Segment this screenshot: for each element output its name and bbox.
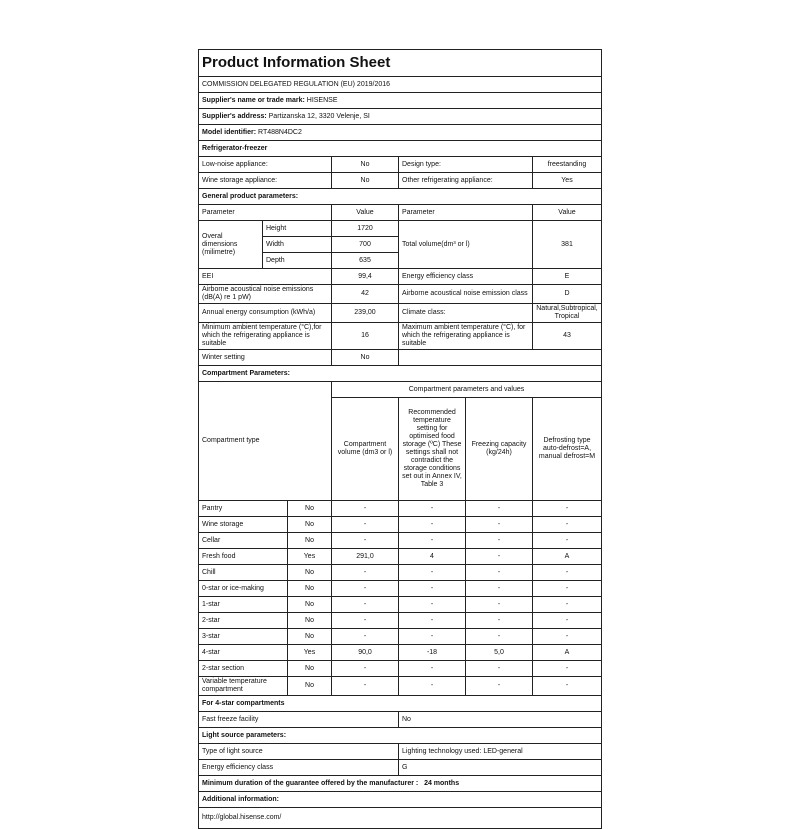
compartment-name: Wine storage — [199, 517, 288, 533]
general-heading: General product parameters: — [199, 189, 602, 205]
compartment-volume: - — [332, 661, 399, 677]
compartment-defrost: - — [533, 565, 602, 581]
compartment-defrost: - — [533, 597, 602, 613]
compartment-name: Cellar — [199, 533, 288, 549]
compartment-freeze: - — [466, 661, 533, 677]
compartment-freeze: - — [466, 517, 533, 533]
param-header-right: Parameter — [399, 205, 533, 221]
compartment-defrost: - — [533, 629, 602, 645]
compartment-defrost: - — [533, 613, 602, 629]
depth-value: 635 — [332, 253, 399, 269]
design-type-value: freestanding — [533, 157, 602, 173]
compartment-present: No — [288, 629, 332, 645]
compartment-row — [199, 629, 602, 645]
guarantee: Minimum duration of the guarantee offered by the manufacturer : 24 months — [199, 776, 602, 792]
fast-freeze-value: No — [399, 712, 602, 728]
sheet-title: Product Information Sheet — [199, 50, 602, 77]
supplier-address: Partizanska 12, 3320 Velenje, SI — [268, 112, 370, 120]
noise-class-value: D — [533, 285, 602, 304]
energy-class-label: Energy efficiency class — [399, 269, 533, 285]
climate-class-value: Natural,Subtropical,Tropical — [533, 304, 602, 323]
compartment-freeze: - — [466, 597, 533, 613]
supplier-name-row — [199, 93, 602, 109]
compartment-row — [199, 565, 602, 581]
compartment-freeze: - — [466, 501, 533, 517]
compartment-defrost: - — [533, 517, 602, 533]
compartment-temp: 4 — [399, 549, 466, 565]
compartment-row — [199, 645, 602, 661]
website-link[interactable]: http://global.hisense.com/ — [199, 808, 602, 829]
category: Refrigerator-freezer — [199, 141, 602, 157]
compartment-temp: - — [399, 581, 466, 597]
compartment-defrost: - — [533, 677, 602, 696]
compartment-defrost: - — [533, 581, 602, 597]
compartment-temp: - — [399, 517, 466, 533]
annual-energy-value: 239,00 — [332, 304, 399, 323]
compartment-row — [199, 597, 602, 613]
compartment-row — [199, 661, 602, 677]
min-temp-label: Minimum ambient temperature (°C),for which the refrigerating appliance is suitable — [199, 323, 332, 350]
compartment-present: Yes — [288, 549, 332, 565]
supplier-address-row — [199, 109, 602, 125]
eei-label: EEI — [199, 269, 332, 285]
compartment-temp: - — [399, 677, 466, 696]
compartment-volume: - — [332, 613, 399, 629]
compartment-freeze: - — [466, 533, 533, 549]
max-temp-value: 43 — [533, 323, 602, 350]
compartment-volume: - — [332, 565, 399, 581]
depth-label: Depth — [263, 253, 332, 269]
compartment-present: No — [288, 597, 332, 613]
compartment-freeze: - — [466, 565, 533, 581]
min-temp-value: 16 — [332, 323, 399, 350]
compartment-present: No — [288, 501, 332, 517]
model-row — [199, 125, 602, 141]
compartment-row — [199, 501, 602, 517]
compartment-group-header: Compartment parameters and values — [332, 382, 602, 398]
wine-storage-value: No — [332, 173, 399, 189]
compartment-defrost: - — [533, 501, 602, 517]
compartment-volume: 291,0 — [332, 549, 399, 565]
winter-setting-label: Winter setting — [199, 350, 332, 366]
compartment-row — [199, 517, 602, 533]
additional-heading: Additional information: — [199, 792, 602, 808]
winter-setting-value: No — [332, 350, 399, 366]
compartment-row — [199, 613, 602, 629]
compartment-name: Variable temperature compartment — [199, 677, 288, 696]
compartment-name: 2-star section — [199, 661, 288, 677]
light-type-value: Lighting technology used: LED-general — [399, 744, 602, 760]
fast-freeze-label: Fast freeze facility — [199, 712, 399, 728]
compartment-defrost: A — [533, 549, 602, 565]
value-header-right: Value — [533, 205, 602, 221]
compartment-freeze: - — [466, 677, 533, 696]
compartment-heading: Compartment Parameters: — [199, 366, 602, 382]
compartment-freeze: - — [466, 581, 533, 597]
compartment-temp: - — [399, 597, 466, 613]
compartment-name: Fresh food — [199, 549, 288, 565]
noise-value: 42 — [332, 285, 399, 304]
col-volume-header: Compartment volume (dm3 or l) — [332, 398, 399, 501]
compartment-defrost: - — [533, 661, 602, 677]
compartment-defrost: A — [533, 645, 602, 661]
compartment-volume: - — [332, 501, 399, 517]
model-label: Model identifier: — [202, 128, 257, 136]
compartment-name: 2-star — [199, 613, 288, 629]
width-value: 700 — [332, 237, 399, 253]
compartment-freeze: - — [466, 613, 533, 629]
overall-dimensions-label: Overal dimensions (milimetre) — [199, 221, 263, 269]
supplier-address-label: Supplier's address: — [202, 112, 267, 120]
info-table — [198, 49, 602, 829]
light-type-label: Type of light source — [199, 744, 399, 760]
climate-class-label: Climate class: — [399, 304, 533, 323]
light-eec-value: G — [399, 760, 602, 776]
product-information-sheet — [198, 49, 601, 829]
compartment-present: No — [288, 517, 332, 533]
other-appliance-value: Yes — [533, 173, 602, 189]
annual-energy-label: Annual energy consumption (kWh/a) — [199, 304, 332, 323]
compartment-temp: - — [399, 629, 466, 645]
height-value: 1720 — [332, 221, 399, 237]
compartment-volume: - — [332, 629, 399, 645]
compartment-volume: - — [332, 517, 399, 533]
eei-value: 99,4 — [332, 269, 399, 285]
compartment-volume: - — [332, 581, 399, 597]
compartment-volume: - — [332, 533, 399, 549]
compartment-temp: - — [399, 613, 466, 629]
noise-class-label: Airborne acoustical noise emission class — [399, 285, 533, 304]
compartment-temp: - — [399, 501, 466, 517]
height-label: Height — [263, 221, 332, 237]
compartment-row — [199, 677, 602, 696]
compartment-volume: - — [332, 677, 399, 696]
model-identifier: RT488N4DC2 — [258, 128, 302, 136]
noise-label: Airborne acoustical noise emissions (dB(A) re 1 pW) — [199, 285, 332, 304]
total-volume-label: Total volume(dm³ or l) — [399, 221, 533, 269]
compartment-temp: - — [399, 533, 466, 549]
compartment-name: 3-star — [199, 629, 288, 645]
compartment-volume: 90,0 — [332, 645, 399, 661]
low-noise-value: No — [332, 157, 399, 173]
compartment-temp: - — [399, 565, 466, 581]
compartment-defrost: - — [533, 533, 602, 549]
param-header-left: Parameter — [199, 205, 332, 221]
compartment-temp: -18 — [399, 645, 466, 661]
compartment-present: No — [288, 677, 332, 696]
light-heading: Light source parameters: — [199, 728, 602, 744]
total-volume-value: 381 — [533, 221, 602, 269]
compartment-present: No — [288, 613, 332, 629]
compartment-present: No — [288, 661, 332, 677]
compartment-freeze: 5,0 — [466, 645, 533, 661]
compartment-freeze: - — [466, 549, 533, 565]
supplier-name: HISENSE — [306, 96, 338, 104]
compartment-volume: - — [332, 597, 399, 613]
design-type-label: Design type: — [399, 157, 533, 173]
compartment-present: No — [288, 581, 332, 597]
col-freeze-header: Freezing capacity (kg/24h) — [466, 398, 533, 501]
wine-storage-label: Wine storage appliance: — [199, 173, 332, 189]
compartment-row — [199, 533, 602, 549]
compartment-temp: - — [399, 661, 466, 677]
compartment-type-header: Compartment type — [199, 382, 332, 501]
empty-cell — [399, 350, 602, 366]
compartment-present: No — [288, 565, 332, 581]
col-temp-header: Recommended temperature setting for optimised food storage (ºC) These settings shall not contradict the storage conditions set out in Annex IV, Table 3 — [399, 398, 466, 501]
compartment-name: 1-star — [199, 597, 288, 613]
compartment-name: Chill — [199, 565, 288, 581]
width-label: Width — [263, 237, 332, 253]
max-temp-label: Maximum ambient temperature (°C), for which the refrigerating appliance is suitable — [399, 323, 533, 350]
compartment-present: No — [288, 533, 332, 549]
regulation: COMMISSION DELEGATED REGULATION (EU) 2019/2016 — [199, 77, 602, 93]
compartment-freeze: - — [466, 629, 533, 645]
value-header-left: Value — [332, 205, 399, 221]
compartment-name: Pantry — [199, 501, 288, 517]
col-defrost-header: Defrosting type auto-defrost=A, manual defrost=M — [533, 398, 602, 501]
other-appliance-label: Other refrigerating appliance: — [399, 173, 533, 189]
four-star-heading: For 4-star compartments — [199, 696, 602, 712]
supplier-name-label: Supplier's name or trade mark: — [202, 96, 305, 104]
light-eec-label: Energy efficiency class — [199, 760, 399, 776]
compartment-row — [199, 549, 602, 565]
compartment-name: 4-star — [199, 645, 288, 661]
compartment-present: Yes — [288, 645, 332, 661]
compartment-row — [199, 581, 602, 597]
energy-class-value: E — [533, 269, 602, 285]
low-noise-label: Low-noise appliance: — [199, 157, 332, 173]
compartment-name: 0-star or ice-making — [199, 581, 288, 597]
